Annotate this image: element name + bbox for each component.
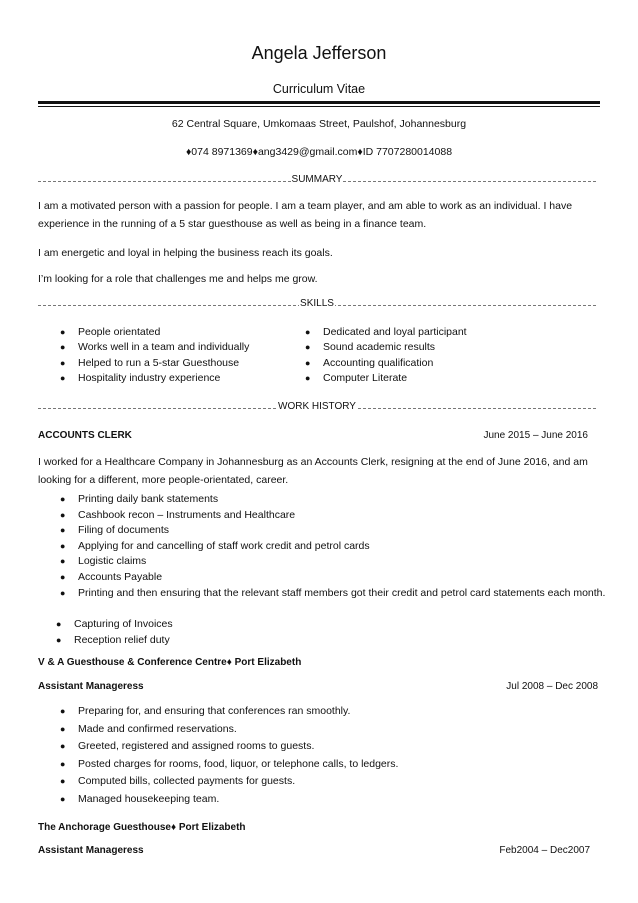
list-item: ● Logistic claims	[60, 554, 618, 570]
work-history-divider	[38, 401, 596, 415]
list-item: ● Dedicated and loyal participant	[305, 325, 467, 340]
job-extra-duties-list	[56, 617, 173, 648]
list-item: ● Reception relief duty	[56, 633, 173, 649]
bullet-icon: ●	[60, 758, 66, 769]
bullet-icon: ●	[56, 619, 62, 629]
bullet-icon: ●	[60, 525, 66, 536]
bullet-icon: ●	[60, 571, 66, 582]
bullet-icon: ●	[60, 556, 66, 567]
list-item: ● Posted charges for rooms, food, liquor, or telephone calls, to ledgers.	[60, 756, 398, 774]
bullet-icon: ●	[56, 634, 62, 645]
summary-heading: SUMMARY	[291, 174, 343, 185]
skills-list-right	[305, 325, 467, 387]
list-item: ● Printing and then ensuring that the relevant staff members got their credit and petrol card statements each month.	[60, 586, 618, 617]
bullet-icon: ●	[60, 723, 66, 734]
list-item: ● Computed bills, collected payments for guests.	[60, 773, 398, 791]
job-description: I worked for a Healthcare Company in Johannesburg as an Accounts Clerk, resigning at the end of June 2016, and am looking for a different, more people-orientated, career.	[38, 456, 588, 486]
list-item: ● Accounting qualification	[305, 356, 467, 371]
bullet-icon: ●	[305, 373, 311, 384]
summary-paragraph: I am energetic and loyal in helping the business reach its goals.	[38, 247, 333, 259]
candidate-name: Angela Jefferson	[251, 43, 387, 63]
bullet-icon: ●	[60, 509, 66, 520]
list-item: ● Capturing of Invoices	[56, 617, 173, 633]
header-divider-thin	[38, 106, 600, 107]
job-title: ACCOUNTS CLERK	[38, 430, 132, 441]
list-item: ● Hospitality industry experience	[60, 371, 249, 386]
job-title: Assistant Manageress	[38, 681, 144, 692]
job-duties-list	[60, 703, 398, 809]
skills-divider	[38, 298, 596, 312]
skills-list-left	[60, 325, 249, 387]
list-item: ● Printing daily bank statements	[60, 492, 618, 508]
address: 62 Central Square, Umkomaas Street, Paulshof, Johannesburg	[171, 118, 467, 130]
list-item: ● People orientated	[60, 325, 249, 340]
list-item: ● Cashbook recon – Instruments and Healthcare	[60, 508, 618, 524]
job-dates: Jul 2008 – Dec 2008	[506, 681, 598, 692]
job-dates: Feb2004 – Dec2007	[499, 845, 590, 856]
list-item: ● Managed housekeeping team.	[60, 791, 398, 809]
bullet-icon: ●	[60, 776, 66, 787]
work-history-heading: WORK HISTORY	[278, 401, 356, 412]
summary-paragraph: I’m looking for a role that challenges me and helps me grow.	[38, 273, 318, 285]
contact-details: ♦074 8971369♦ang3429@gmail.com♦ID 7707280014088	[185, 146, 453, 158]
job-duties-list	[60, 492, 618, 617]
header-divider-thick	[38, 101, 600, 104]
bullet-icon: ●	[305, 357, 311, 368]
bullet-icon: ●	[60, 587, 66, 598]
bullet-icon: ●	[60, 793, 66, 804]
list-item: ● Preparing for, and ensuring that conferences ran smoothly.	[60, 703, 398, 721]
list-item: ● Sound academic results	[305, 340, 467, 355]
bullet-icon: ●	[60, 327, 66, 337]
summary-divider	[38, 174, 596, 188]
bullet-icon: ●	[60, 540, 66, 551]
list-item: ● Computer Literate	[305, 371, 467, 386]
bullet-icon: ●	[60, 706, 66, 716]
bullet-icon: ●	[60, 741, 66, 752]
list-item: ● Greeted, registered and assigned rooms to guests.	[60, 738, 398, 756]
employer-name: V & A Guesthouse & Conference Centre♦ Port Elizabeth	[38, 657, 302, 668]
list-item: ● Helped to run a 5-star Guesthouse	[60, 356, 249, 371]
employer-name: The Anchorage Guesthouse♦ Port Elizabeth	[38, 822, 246, 833]
list-item: ● Applying for and cancelling of staff work credit and petrol cards	[60, 539, 618, 555]
job-title: Assistant Manageress	[38, 845, 144, 856]
summary-paragraph: I am a motivated person with a passion for people. I am a team player, and am able to work as an individual. I have experience in the running of a 5 star guesthouse as well as being in a finance team.	[38, 200, 573, 230]
bullet-icon: ●	[305, 327, 311, 337]
list-item: ● Filing of documents	[60, 523, 618, 539]
skills-heading: SKILLS	[300, 298, 334, 309]
bullet-icon: ●	[60, 357, 66, 368]
list-item: ● Works well in a team and individually	[60, 340, 249, 355]
list-item: ● Made and confirmed reservations.	[60, 721, 398, 739]
bullet-icon: ●	[60, 494, 66, 504]
bullet-icon: ●	[305, 342, 311, 353]
job-dates: June 2015 – June 2016	[483, 430, 588, 441]
bullet-icon: ●	[60, 373, 66, 384]
bullet-icon: ●	[60, 342, 66, 353]
list-item: ● Accounts Payable	[60, 570, 618, 586]
document-subtitle: Curriculum Vitae	[272, 82, 366, 96]
